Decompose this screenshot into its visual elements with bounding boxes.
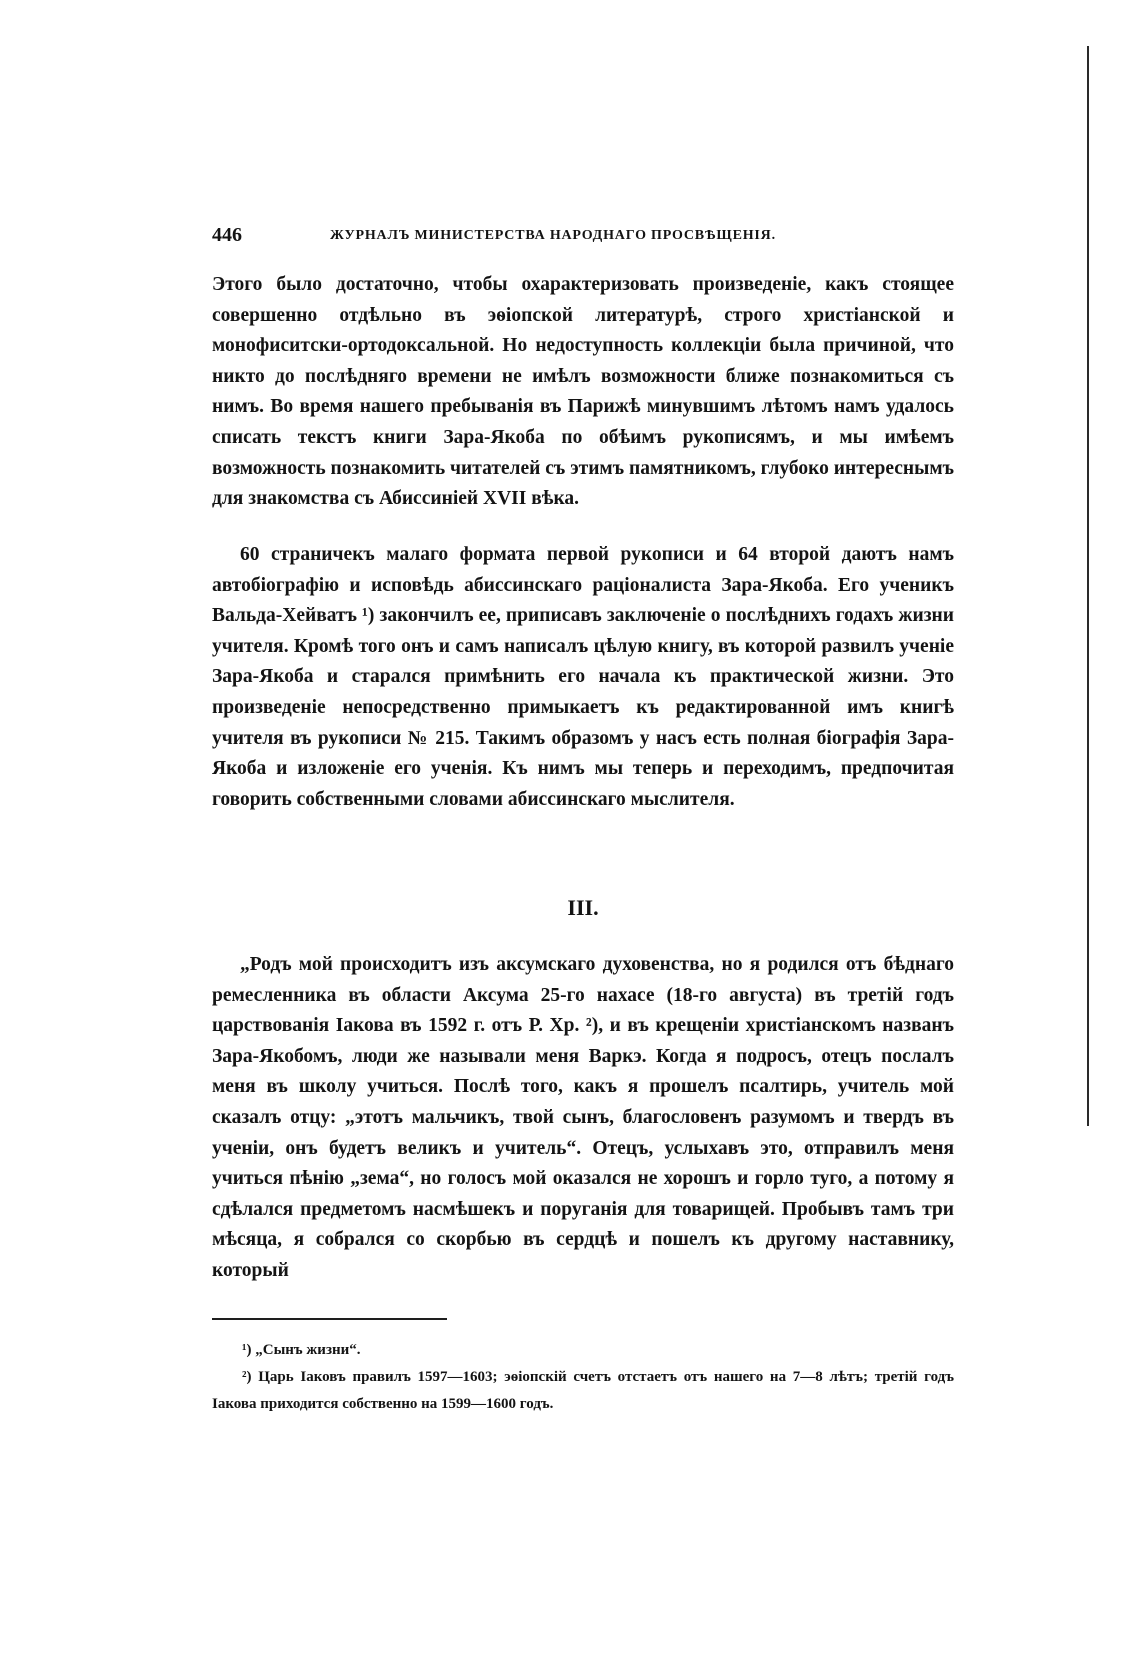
running-title: ЖУРНАЛЪ МИНИСТЕРСТВА НАРОДНАГО ПРОСВѢЩЕНІЯ. bbox=[330, 228, 776, 243]
footnote-1: ¹) „Сынъ жизни“. bbox=[242, 1342, 361, 1358]
margin-rule bbox=[1087, 46, 1089, 1126]
section-heading: III. bbox=[567, 895, 599, 920]
paragraph-autobiography: „Родъ мой происходитъ изъ аксумскаго духовенства, но я родился отъ бѣднаго ремесленника въ области Аксума 25-го нахасе (18-го августа) въ третій годъ царствованія Іакова въ 1592 г. отъ Р. Хр. ²), и въ крещеніи христіанскомъ названъ Зара-Якобомъ, люди же называли меня Варкэ. Когда я подросъ, отецъ послалъ меня въ школу учиться. Послѣ того, какъ я прошелъ псалтирь, учитель мой сказалъ отцу: „этотъ мальчикъ, твой сынъ, благословенъ разумомъ и твердъ въ ученіи, онъ будетъ великъ и учитель“. Отецъ, услыхавъ это, отправилъ меня учиться пѣнію „зема“, но голосъ мой оказался не хорошъ и горло туго, а потому я сдѣлался предметомъ насмѣшекъ и поруганія для товарищей. Пробывъ тамъ три мѣсяца, я собрался со скорбью въ сердцѣ и пошелъ къ другому наставнику, который bbox=[212, 954, 954, 1281]
footnote-divider bbox=[212, 1318, 447, 1320]
paragraph-manuscripts: 60 страничекъ малаго формата первой рукописи и 64 второй даютъ намъ автобіографію и исповѣдь абиссинскаго раціоналиста Зара-Якоба. Его ученикъ Вальда-Хейватъ ¹) закончилъ ее, приписавъ заключеніе о послѣднихъ годахъ жизни учителя. Кромѣ того онъ и самъ написалъ цѣлую книгу, въ которой развилъ ученіе Зара-Якоба и старался примѣнить его начала къ практической жизни. Это произведеніе непосредственно примыкаетъ къ редактированной имъ книгѣ учителя въ рукописи № 215. Такимъ образомъ у насъ есть полная біографія Зара-Якоба и изложеніе его ученія. Къ нимъ мы теперь и переходимъ, предпочитая говорить собственными словами абиссинскаго мыслителя. bbox=[212, 544, 954, 810]
paragraph-intro: Этого было достаточно, чтобы охарактеризовать произведеніе, какъ стоящее совершенно отдѣльно въ эѳіопской литературѣ, строго христіанской и монофиситски-ортодоксальной. Но недоступность коллекціи была причиной, что никто до послѣдняго времени не имѣлъ возможности ближе познакомиться съ нимъ. Во время нашего пребыванія въ Парижѣ минувшимъ лѣтомъ намъ удалось списать текстъ книги Зара-Якоба по обѣимъ рукописямъ, и мы имѣемъ возможность познакомить читателей съ этимъ памятникомъ, глубоко интереснымъ для знакомства съ Абиссиніей XVII вѣка. bbox=[212, 274, 954, 510]
page-number: 446 bbox=[212, 224, 242, 246]
page-header bbox=[212, 224, 952, 254]
footnotes bbox=[212, 1337, 954, 1418]
footnote-2: ²) Царь Іаковъ правилъ 1597—1603; эѳіопскій счетъ отстаетъ отъ нашего на 7—8 лѣтъ; третій годъ Іакова приходится собственно на 1599—1600 годъ. bbox=[212, 1369, 954, 1412]
